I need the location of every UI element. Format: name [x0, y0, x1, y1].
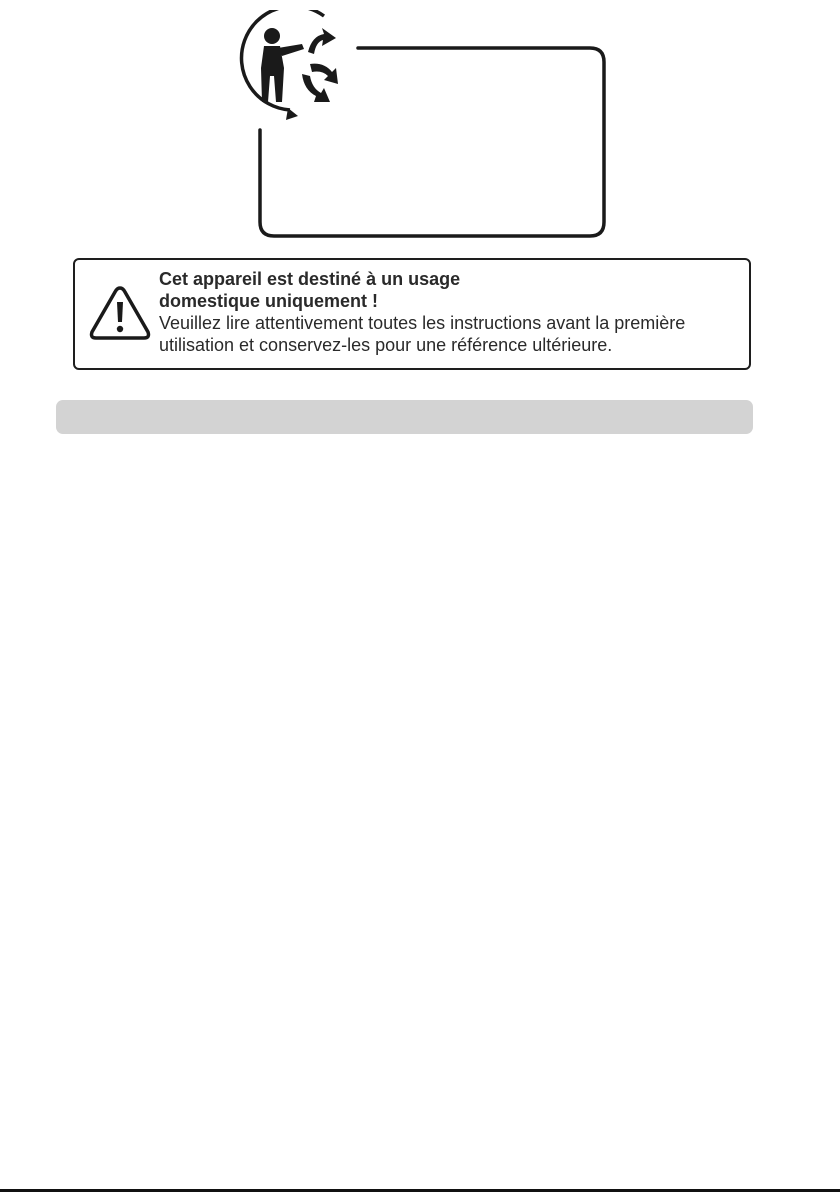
warning-body: Veuillez lire attentivement toutes les instructions avant la première utilisation et conservez-les pour une référence ultérieure.: [159, 313, 686, 355]
recycling-info-box: [260, 48, 604, 236]
section-header-bar: [56, 400, 753, 434]
recycling-info-area: [228, 10, 612, 242]
triman-figure: [228, 10, 612, 242]
triman-logo: [242, 10, 338, 120]
warning-triangle-icon: [87, 284, 153, 342]
warning-text: [159, 268, 739, 356]
warning-heading: Cet appareil est destiné à un usage domestique uniquement !: [159, 269, 461, 311]
domestic-use-warning-box: [73, 258, 751, 370]
